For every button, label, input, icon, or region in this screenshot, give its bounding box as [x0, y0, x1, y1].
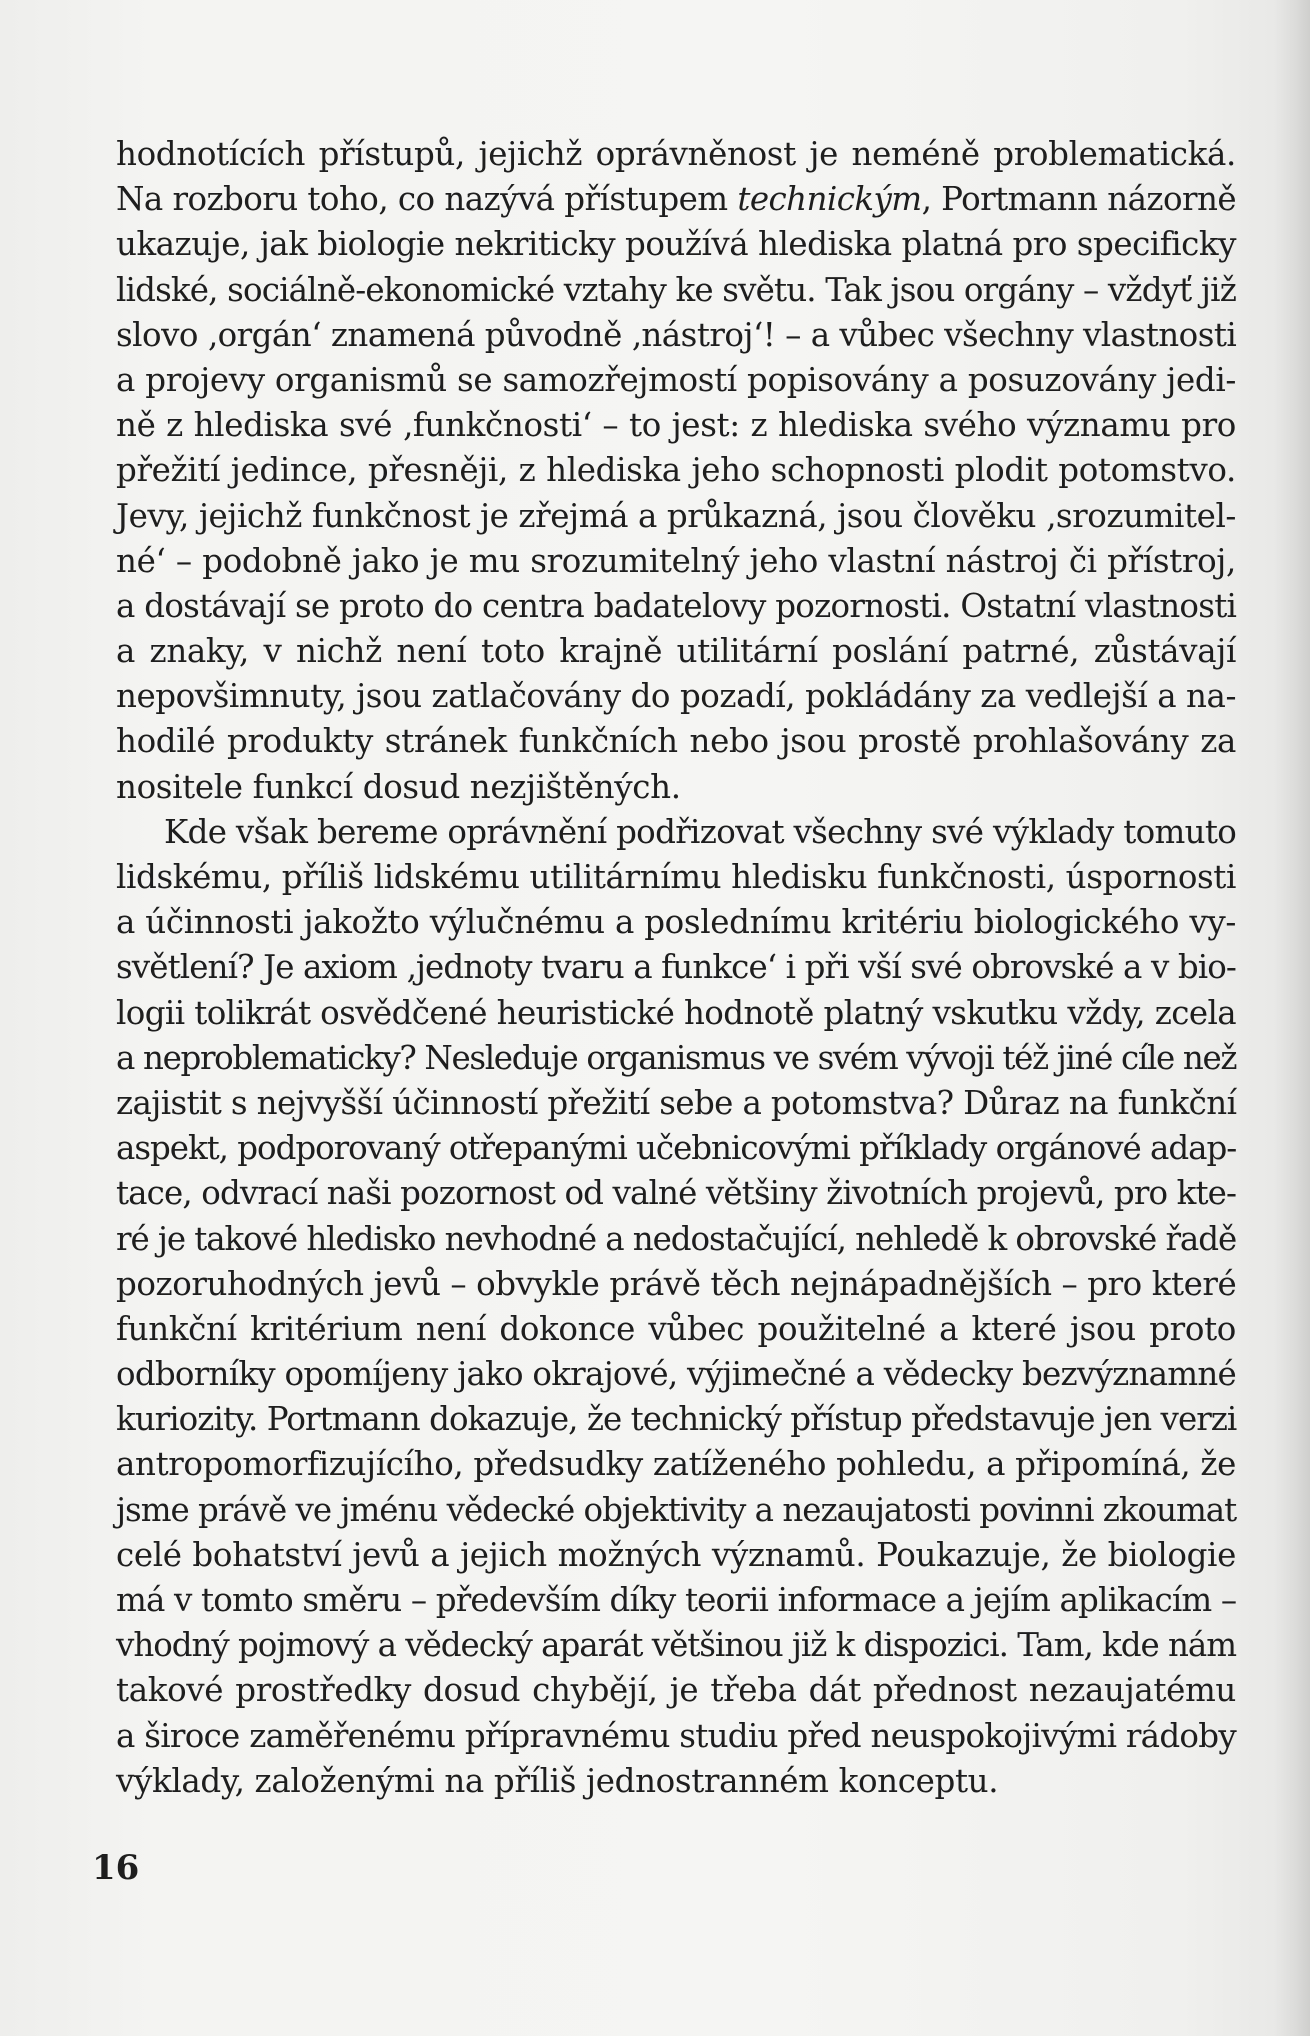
text-line: a znaky, v nichž není toto krajně utilitární poslání patrné, zůstávají: [116, 632, 1236, 671]
text-line: lidskému, příliš lidskému utilitárnímu hledisku funkčnosti, úspornosti: [116, 858, 1236, 896]
text-line: a projevy organismů se samozřejmostí popisovány a posuzovány jedi-: [116, 360, 1236, 399]
text-line: přežití jedince, přesněji, z hlediska jeho schopnosti plodit potomstvo.: [116, 451, 1236, 490]
text-line: Na rozboru toho, co nazývá přístupem technickým, Portmann názorně: [116, 180, 1236, 219]
page-number: 16: [92, 1848, 140, 1888]
text-line: světlení? Je axiom ‚jednoty tvaru a funkce‘ i při vší své obrovské a v bio-: [116, 948, 1236, 987]
text-line: né‘ – podobně jako je mu srozumitelný jeho vlastní nástroj či přístroj,: [116, 541, 1236, 580]
text-line: ré je takové hledisko nevhodné a nedostačující, nehledě k obrovské řadě: [116, 1219, 1237, 1258]
italic-term: technickým: [737, 180, 922, 219]
page-edge-shadow: [1274, 0, 1310, 2036]
text-line: aspekt, podporovaný otřepanými učebnicovými příklady orgánové adap-: [116, 1129, 1237, 1168]
text-line: a neproblematicky? Nesleduje organismus ve svém vývoji též jiné cíle než: [116, 1038, 1237, 1077]
paragraph-2: [116, 810, 1236, 1804]
text-line: výklady, založenými na příliš jednostranném konceptu.: [116, 1761, 999, 1800]
text-line: nositele funkcí dosud nezjištěných.: [116, 767, 681, 806]
text-line: odborníky opomíjeny jako okrajové, výjimečné a vědecky bezvýznamné: [116, 1355, 1236, 1394]
paragraph-1: [116, 132, 1236, 810]
text-line: hodnotících přístupů, jejichž oprávněnost je neméně problematická.: [116, 135, 1236, 173]
text-line: antropomorfizujícího, předsudky zatíženého pohledu, a připomíná, že: [116, 1445, 1236, 1484]
text-line: Jevy, jejichž funkčnost je zřejmá a průkazná, jsou člověku ‚srozumitel-: [116, 496, 1236, 535]
text-line: vhodný pojmový a vědecký aparát většinou již k dispozici. Tam, kde nám: [116, 1626, 1236, 1665]
text-line: pozoruhodných jevů – obvykle právě těch nejnápadnějších – pro které: [116, 1264, 1237, 1303]
text-line: ně z hlediska své ‚funkčnosti‘ – to jest: z hlediska svého významu pro: [116, 406, 1236, 445]
text-line: jsme právě ve jménu vědecké objektivity a nezaujatosti povinni zkoumat: [116, 1490, 1237, 1529]
text-line: a široce zaměřenému přípravnému studiu před neuspokojivými rádoby: [116, 1716, 1236, 1755]
text-line: a účinnosti jakožto výlučnému a poslednímu kritériu biologického vy-: [116, 903, 1236, 942]
text-line: zajistit s nejvyšší účinností přežití sebe a potomstva? Důraz na funkční: [116, 1083, 1237, 1122]
text-line: nepovšimnuty, jsou zatlačovány do pozadí, pokládány za vedlejší a na-: [116, 677, 1236, 716]
text-line: slovo ‚orgán‘ znamená původně ‚nástroj‘! – a vůbec všechny vlastnosti: [116, 315, 1237, 354]
text-line: ukazuje, jak biologie nekriticky používá hlediska platná pro specificky: [116, 225, 1236, 264]
text-line: lidské, sociálně-ekonomické vztahy ke světu. Tak jsou orgány – vždyť již: [116, 270, 1236, 309]
text-line: Kde však bereme oprávnění podřizovat všechny své výklady tomuto: [164, 812, 1237, 851]
text-line: takové prostředky dosud chybějí, je třeba dát přednost nezaujatému: [116, 1671, 1236, 1710]
text-line: celé bohatství jevů a jejich možných významů. Poukazuje, že biologie: [116, 1535, 1236, 1574]
body-text: [116, 132, 1236, 1804]
text-line: hodilé produkty stránek funkčních nebo jsou prostě prohlašovány za: [116, 722, 1236, 761]
text-line: má v tomto směru – především díky teorii informace a jejím aplikacím –: [116, 1581, 1237, 1619]
text-line: kuriozity. Portmann dokazuje, že technický přístup představuje jen verzi: [116, 1400, 1237, 1439]
text-line: logii tolikrát osvědčené heuristické hodnotě platný vskutku vždy, zcela: [116, 993, 1236, 1032]
text-line: funkční kritérium není dokonce vůbec použitelné a které jsou proto: [116, 1309, 1236, 1348]
text-line: a dostávají se proto do centra badatelovy pozornosti. Ostatní vlastnosti: [116, 586, 1237, 625]
text-line: tace, odvrací naši pozornost od valné většiny životních projevů, pro kte-: [116, 1174, 1237, 1213]
